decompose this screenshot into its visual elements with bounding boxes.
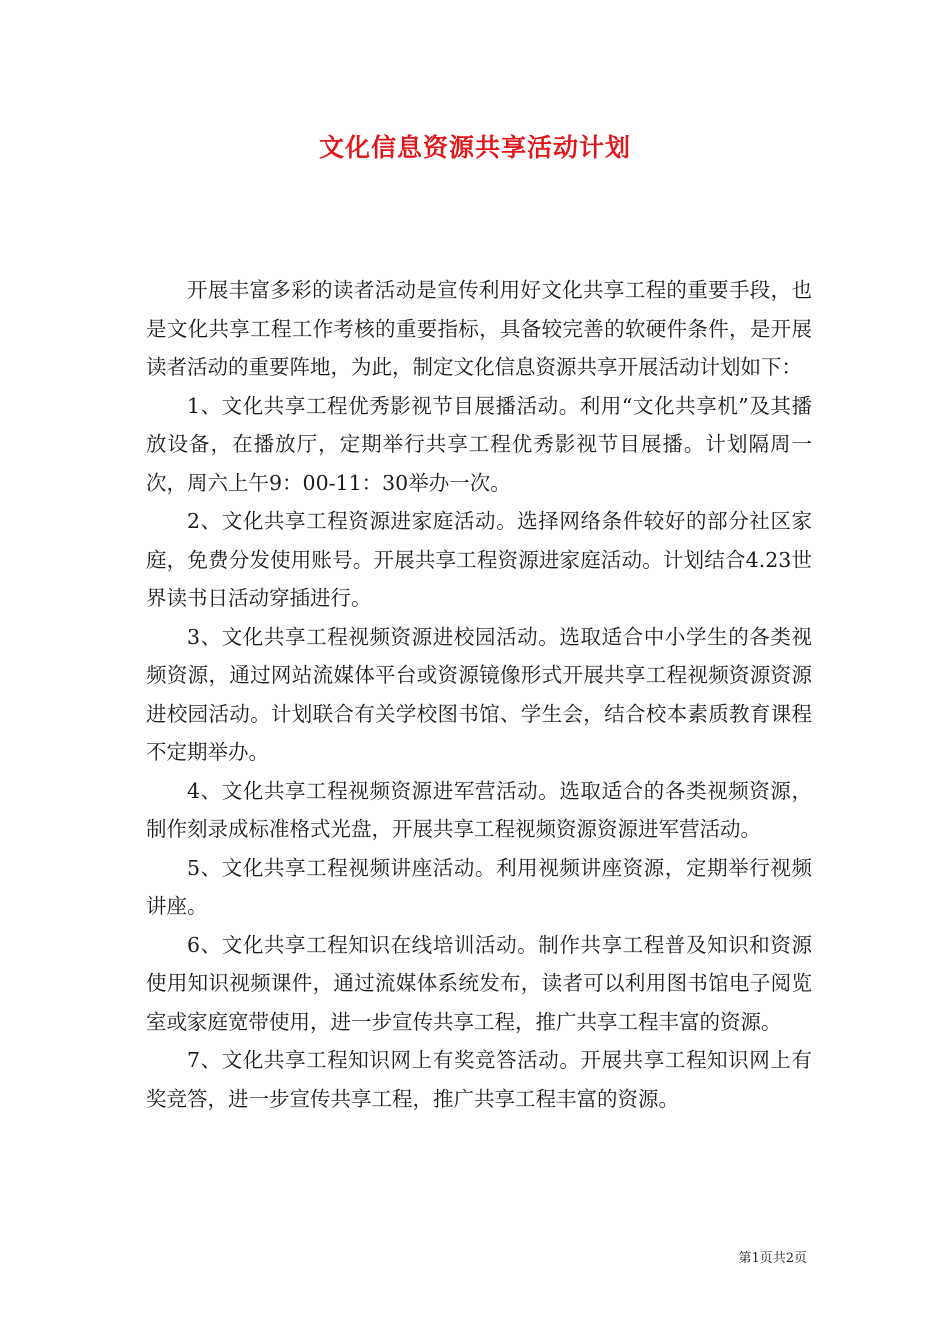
paragraph-item-7: 7、文化共享工程知识网上有奖竞答活动。开展共享工程知识网上有奖竞答，进一步宣传共享工程，推广共享工程丰富的资源。 — [146, 1048, 812, 1111]
paragraph-item-6: 6、文化共享工程知识在线培训活动。制作共享工程普及知识和资源使用知识视频课件，通过流媒体系统发布，读者可以利用图书馆电子阅览室或家庭宽带使用，进一步宣传共享工程，推广共享工程丰富的资源。 — [146, 932, 812, 1034]
paragraph-item-1: 1、文化共享工程优秀影视节目展播活动。利用“文化共享机”及其播放设备，在播放厅，定期举行共享工程优秀影视节目展播。计划隔周一次，周六上午9：00-11：30举办一次。 — [146, 393, 812, 495]
paragraph-intro: 开展丰富多彩的读者活动是宣传利用好文化共享工程的重要手段，也是文化共享工程工作考核的重要指标，具备较完善的软硬件条件，是开展读者活动的重要阵地，为此，制定文化信息资源共享开展活动计划如下： — [146, 278, 812, 379]
document-body — [146, 271, 812, 1118]
paragraph-item-5: 5、文化共享工程视频讲座活动。利用视频讲座资源，定期举行视频讲座。 — [146, 855, 812, 918]
page-number: 第1页共2页 — [738, 1251, 807, 1266]
paragraph-item-4: 4、文化共享工程视频资源进军营活动。选取适合的各类视频资源，制作刻录成标准格式光盘，开展共享工程视频资源资源进军营活动。 — [146, 778, 812, 841]
page-title: 文化信息资源共享活动计划 — [318, 133, 631, 162]
paragraph-item-3: 3、文化共享工程视频资源进校园活动。选取适合中小学生的各类视频资源，通过网站流媒体平台或资源镜像形式开展共享工程视频资源资源进校园活动。计划联合有关学校图书馆、学生会，结合校本素质教育课程不定期举办。 — [146, 624, 812, 764]
paragraph-item-2: 2、文化共享工程资源进家庭活动。选择网络条件较好的部分社区家庭，免费分发使用账号。开展共享工程资源进家庭活动。计划结合4.23世界读书日活动穿插进行。 — [146, 509, 812, 610]
